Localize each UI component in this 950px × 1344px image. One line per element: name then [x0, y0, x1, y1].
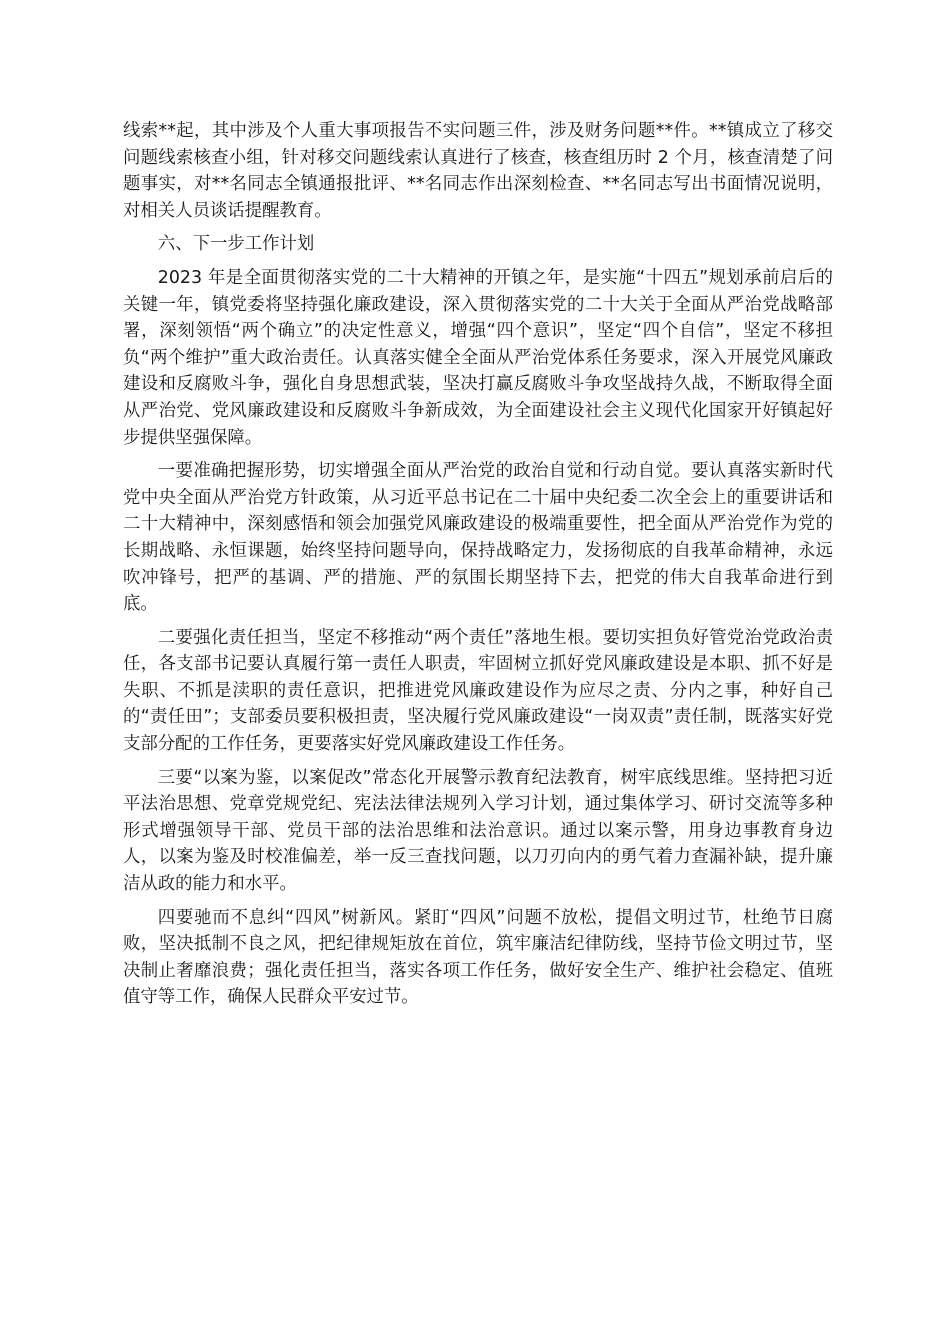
paragraph-text: 一要准确把握形势，切实增强全面从严治党的政治自觉和行动自觉。要认真落实新时代党中央全面从严治党方针政策，从习近平总书记在二十届中央纪委二次全会上的重要讲话和二十大精神中，深刻感悟和领会加强党风廉政建设的极端重要性，把全面从严治党作为党的长期战略、永恒课题，始终坚持问题导向，保持战略定力，发扬彻底的自我革命精神，永远吹冲锋号，把严的基调、严的措施、严的氛围长期坚持下去，把党的伟大自我革命进行到底。 — [123, 461, 833, 615]
section-heading-next-steps — [123, 231, 833, 258]
paragraph-item-one — [123, 458, 833, 618]
quoted-phrase: “以案为鉴，以案促改” — [193, 767, 372, 788]
document-page — [123, 118, 833, 1011]
paragraph-text: 三要 — [157, 767, 194, 788]
paragraph-item-four — [123, 905, 833, 1011]
paragraph-text: 常态化开展警示教育纪法教育，树牢底线思维。坚持把习近平法治思想、党章党规党纪、宪法法律法规列入学习计划，通过集体学习、研讨交流等多种形式增强领导干部、党员干部的法治思维和法治意识。通过以案示警，用身边事教育身边人，以案为鉴及时校准偏差，举一反三查找问题，以刀刃向内的勇气着力查漏补缺，提升廉洁从政的能力和水平。 — [123, 767, 833, 895]
paragraph-item-three — [123, 765, 833, 898]
paragraph-text: 四要驰而不息纠 — [157, 907, 286, 928]
quoted-phrase: “四风” — [285, 907, 341, 928]
paragraph-text: 2023 年是全面贯彻落实党的二十大精神的开镇之年，是实施“十四五”规划承前启后的关键一年，镇党委将坚持强化廉政建设，深入贯彻落实党的二十大关于全面从严治党战略部署，深刻领悟“两个确立”的决定性意义，增强“四个意识”，坚定“四个自信”，坚定不移担负“两个维护”重大政治责任。认真落实健全全面从严治党体系任务要求，深入开展党风廉政建设和反腐败斗争，强化自身思想武装，坚决打赢反腐败斗争攻坚战持久战，不断取得全面从严治党、党风廉政建设和反腐败斗争新成效，为全面建设社会主义现代化国家开好镇起好步提供坚强保障。 — [123, 267, 833, 448]
paragraph-case-verification — [123, 118, 833, 224]
paragraph-text: 线索**起，其中涉及个人重大事项报告不实问题三件，涉及财务问题**件。**镇成立了移交问题线索核查小组，针对移交问题线索认真进行了核查，核查组历时 2 个月，核查清楚了问题事实，对**名同志全镇通报批评、**名同志作出深刻检查、**名同志写出书面情况说明，对相关人员谈话提醒教育。 — [123, 121, 833, 221]
paragraph-text: 树新风。紧盯“四风”问题不放松，提倡文明过节，杜绝节日腐败，坚决抵制不良之风，把纪律规矩放在首位，筑牢廉洁纪律防线，坚持节俭文明过节，坚决制止奢靡浪费；强化责任担当，落实各项工作任务，做好安全生产、维护社会稳定、值班值守等工作，确保人民群众平安过节。 — [123, 907, 833, 1008]
paragraph-2023-plan — [123, 265, 833, 451]
paragraph-text: 二要强化责任担当，坚定不移推动 — [157, 627, 425, 648]
quoted-phrase: “两个责任” — [424, 627, 514, 648]
paragraph-text: 落地生根。要切实担负好管党治党政治责任，各支部书记要认真履行第一责任人职责，牢固树立抓好党风廉政建设是本职、抓不好是失职、不抓是渎职的责任意识，把推进党风廉政建设作为应尽之责、分内之事，种好自己的“责任田”；支部委员要积极担责，坚决履行党风廉政建设“一岗双责”责任制，既落实好党支部分配的工作任务，更要落实好党风廉政建设工作任务。 — [123, 627, 833, 755]
heading-text: 六、下一步工作计划 — [157, 234, 315, 255]
paragraph-item-two — [123, 625, 833, 758]
